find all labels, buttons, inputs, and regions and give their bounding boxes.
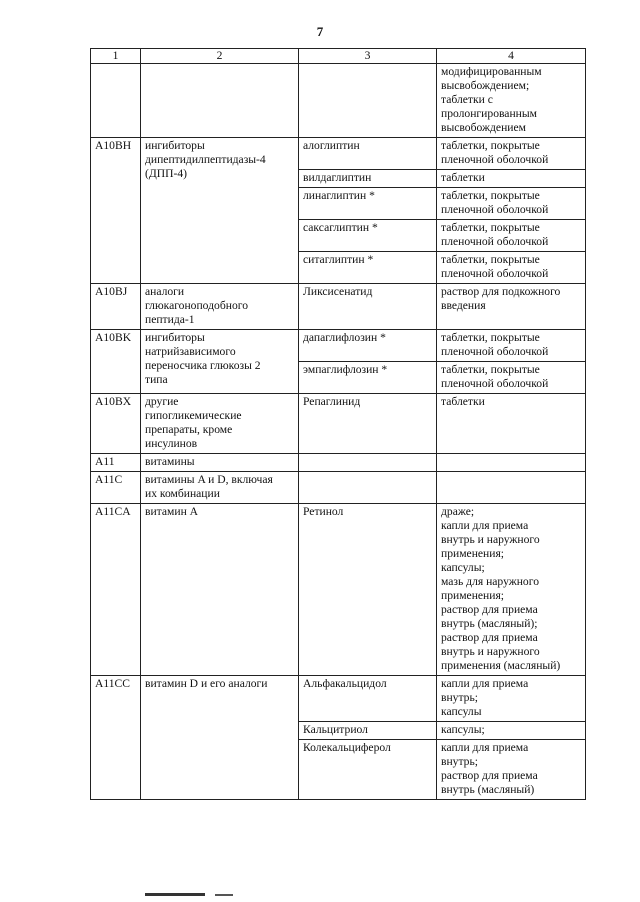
group-name-cell bbox=[141, 64, 299, 138]
atc-code-cell: A10BK bbox=[91, 330, 141, 394]
scan-artifact bbox=[215, 894, 233, 896]
atc-code-cell: A11C bbox=[91, 472, 141, 504]
drug-name-cell: ситаглиптин * bbox=[299, 252, 437, 284]
dosage-form-cell: таблетки bbox=[437, 394, 586, 454]
atc-code-cell: A10BH bbox=[91, 138, 141, 284]
group-name-cell: витамин D и его аналоги bbox=[141, 676, 299, 800]
table-row bbox=[91, 284, 586, 330]
drug-name-cell: Кальцитриол bbox=[299, 722, 437, 740]
dosage-form-cell: драже; капли для приема внутрь и наружного применения; капсулы; мазь для наружного применения; раствор для приема внутрь (масляный); раствор для приема внутрь и наружного применения (масляный) bbox=[437, 504, 586, 676]
page-number: 7 bbox=[316, 24, 324, 39]
dosage-form-cell: капли для приема внутрь; раствор для приема внутрь (масляный) bbox=[437, 740, 586, 800]
drug-name-cell: Колекальциферол bbox=[299, 740, 437, 800]
column-header: 1 bbox=[91, 49, 141, 64]
dosage-form-cell: модифицированным высвобождением; таблетки с пролонгированным высвобождением bbox=[437, 64, 586, 138]
column-header: 2 bbox=[141, 49, 299, 64]
group-name-cell: аналоги глюкагоноподобного пептида-1 bbox=[141, 284, 299, 330]
drug-name-cell bbox=[299, 454, 437, 472]
drug-name-cell: дапаглифлозин * bbox=[299, 330, 437, 362]
drug-name-cell: вилдаглиптин bbox=[299, 170, 437, 188]
table-row bbox=[91, 504, 586, 676]
group-name-cell: витамины A и D, включая их комбинации bbox=[141, 472, 299, 504]
dosage-form-cell: таблетки, покрытые пленочной оболочкой bbox=[437, 220, 586, 252]
dosage-form-cell: капсулы; bbox=[437, 722, 586, 740]
column-header: 3 bbox=[299, 49, 437, 64]
drug-name-cell bbox=[299, 64, 437, 138]
table-row bbox=[91, 472, 586, 504]
atc-code-cell: A11CC bbox=[91, 676, 141, 800]
group-name-cell: витамин A bbox=[141, 504, 299, 676]
table-row bbox=[91, 454, 586, 472]
dosage-form-cell bbox=[437, 472, 586, 504]
table-row bbox=[91, 676, 586, 722]
table-row bbox=[91, 64, 586, 138]
atc-code-cell bbox=[91, 64, 141, 138]
group-name-cell: ингибиторы натрийзависимого переносчика глюкозы 2 типа bbox=[141, 330, 299, 394]
table-row bbox=[91, 394, 586, 454]
drug-name-cell: Ликсисенатид bbox=[299, 284, 437, 330]
table-header-row bbox=[91, 49, 586, 64]
scan-artifact bbox=[145, 893, 205, 896]
dosage-form-cell: капли для приема внутрь; капсулы bbox=[437, 676, 586, 722]
atc-code-cell: A10BX bbox=[91, 394, 141, 454]
table-row bbox=[91, 138, 586, 170]
drug-table bbox=[90, 48, 586, 800]
drug-name-cell: саксаглиптин * bbox=[299, 220, 437, 252]
dosage-form-cell: таблетки, покрытые пленочной оболочкой bbox=[437, 362, 586, 394]
group-name-cell: другие гипогликемические препараты, кроме инсулинов bbox=[141, 394, 299, 454]
atc-code-cell: A10BJ bbox=[91, 284, 141, 330]
dosage-form-cell: раствор для подкожного введения bbox=[437, 284, 586, 330]
drug-name-cell: Альфакальцидол bbox=[299, 676, 437, 722]
drug-name-cell: эмпаглифлозин * bbox=[299, 362, 437, 394]
dosage-form-cell bbox=[437, 454, 586, 472]
group-name-cell: витамины bbox=[141, 454, 299, 472]
group-name-cell: ингибиторы дипептидилпептидазы-4 (ДПП-4) bbox=[141, 138, 299, 284]
column-header: 4 bbox=[437, 49, 586, 64]
atc-code-cell: A11CA bbox=[91, 504, 141, 676]
drug-name-cell: Репаглинид bbox=[299, 394, 437, 454]
drug-name-cell: Ретинол bbox=[299, 504, 437, 676]
table-row bbox=[91, 330, 586, 362]
drug-name-cell bbox=[299, 472, 437, 504]
dosage-form-cell: таблетки, покрытые пленочной оболочкой bbox=[437, 188, 586, 220]
drug-name-cell: линаглиптин * bbox=[299, 188, 437, 220]
dosage-form-cell: таблетки, покрытые пленочной оболочкой bbox=[437, 252, 586, 284]
dosage-form-cell: таблетки, покрытые пленочной оболочкой bbox=[437, 330, 586, 362]
atc-code-cell: A11 bbox=[91, 454, 141, 472]
dosage-form-cell: таблетки bbox=[437, 170, 586, 188]
table-body bbox=[91, 64, 586, 800]
dosage-form-cell: таблетки, покрытые пленочной оболочкой bbox=[437, 138, 586, 170]
drug-name-cell: алоглиптин bbox=[299, 138, 437, 170]
